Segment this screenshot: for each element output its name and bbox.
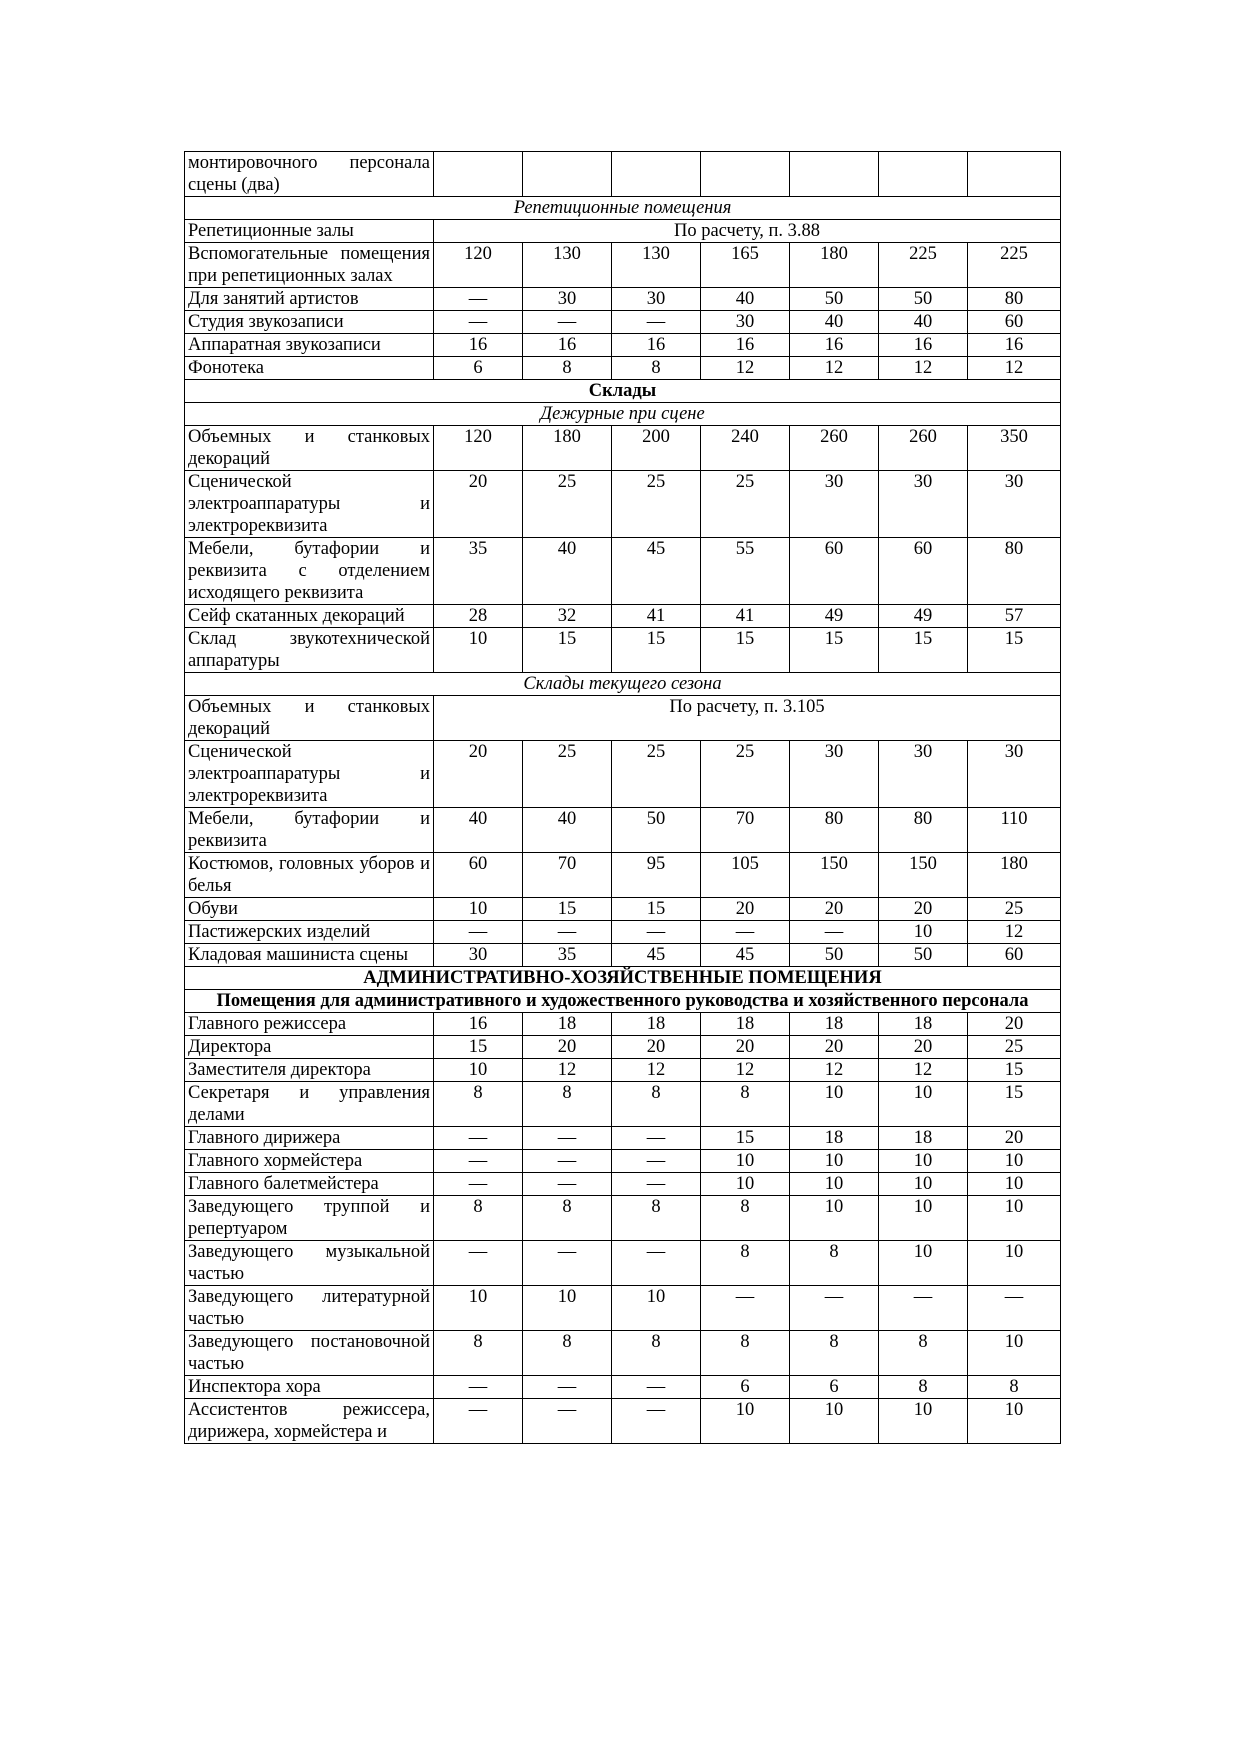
area-value: — (523, 1376, 612, 1399)
area-value: 120 (434, 426, 523, 471)
area-value: 80 (968, 288, 1061, 311)
area-value: 50 (879, 944, 968, 967)
table-row (185, 898, 1061, 921)
area-value (523, 152, 612, 197)
area-value: 25 (968, 898, 1061, 921)
area-value: 10 (434, 1286, 523, 1331)
area-value: — (701, 921, 790, 944)
room-name: монтировочного персонала сцены (два) (185, 152, 434, 197)
area-value: 15 (879, 628, 968, 673)
room-name: Репетиционные залы (185, 220, 434, 243)
area-value: — (523, 1150, 612, 1173)
area-value (968, 152, 1061, 197)
area-value: 40 (434, 808, 523, 853)
area-value: 30 (612, 288, 701, 311)
area-value (612, 152, 701, 197)
room-name: Фонотека (185, 357, 434, 380)
area-value: 70 (701, 808, 790, 853)
room-name: Сценической электроаппаратуры и электрореквизита (185, 741, 434, 808)
area-value: 10 (968, 1196, 1061, 1241)
area-value: — (701, 1286, 790, 1331)
section-row (185, 403, 1061, 426)
area-value: 95 (612, 853, 701, 898)
area-value: 50 (879, 288, 968, 311)
calc-reference: По расчету, п. 3.105 (434, 696, 1061, 741)
area-value: — (523, 311, 612, 334)
area-value: 10 (879, 1196, 968, 1241)
area-value: 16 (968, 334, 1061, 357)
area-value: — (523, 1241, 612, 1286)
room-name: Сценической электроаппаратуры и электрореквизита (185, 471, 434, 538)
area-value: 12 (879, 1059, 968, 1082)
area-value: 60 (790, 538, 879, 605)
area-value: 60 (879, 538, 968, 605)
area-value: 25 (523, 471, 612, 538)
table-row (185, 426, 1061, 471)
table-row (185, 1331, 1061, 1376)
area-value: 50 (790, 944, 879, 967)
area-value: 15 (434, 1036, 523, 1059)
area-value: 6 (434, 357, 523, 380)
table-row (185, 1173, 1061, 1196)
area-value: 15 (612, 628, 701, 673)
area-value: 10 (701, 1399, 790, 1444)
area-value: 45 (612, 944, 701, 967)
area-value: 20 (879, 898, 968, 921)
area-value (790, 152, 879, 197)
table-row (185, 921, 1061, 944)
area-value: 350 (968, 426, 1061, 471)
area-value: 180 (790, 243, 879, 288)
area-value: 30 (968, 741, 1061, 808)
table-row (185, 808, 1061, 853)
area-value: — (434, 1399, 523, 1444)
room-name: Главного хормейстера (185, 1150, 434, 1173)
area-value: 18 (701, 1013, 790, 1036)
area-value: 10 (879, 1173, 968, 1196)
area-value: 30 (879, 471, 968, 538)
area-value: 150 (790, 853, 879, 898)
area-value: 6 (790, 1376, 879, 1399)
area-value: — (879, 1286, 968, 1331)
area-value: — (612, 1150, 701, 1173)
table-body (185, 152, 1061, 1444)
area-value: 10 (790, 1399, 879, 1444)
area-value: 10 (879, 1082, 968, 1127)
table-row (185, 1399, 1061, 1444)
area-value: 260 (790, 426, 879, 471)
table-row (185, 538, 1061, 605)
area-value: 18 (790, 1013, 879, 1036)
area-value: 80 (879, 808, 968, 853)
area-value: 10 (879, 1399, 968, 1444)
area-value: — (968, 1286, 1061, 1331)
table-row (185, 1150, 1061, 1173)
area-value: 32 (523, 605, 612, 628)
table-row (185, 152, 1061, 197)
room-name: Мебели, бутафории и реквизита с отделением исходящего реквизита (185, 538, 434, 605)
room-name: Заведующего литературной частью (185, 1286, 434, 1331)
room-name: Объемных и станковых декораций (185, 696, 434, 741)
area-value: 40 (523, 538, 612, 605)
area-value: 25 (523, 741, 612, 808)
area-value: 18 (879, 1127, 968, 1150)
table-row (185, 1013, 1061, 1036)
area-value: — (612, 1376, 701, 1399)
area-value: 30 (434, 944, 523, 967)
area-value: 10 (879, 1241, 968, 1286)
area-value (434, 152, 523, 197)
area-value: 10 (523, 1286, 612, 1331)
area-value: 30 (523, 288, 612, 311)
area-value: — (612, 1173, 701, 1196)
area-value: 15 (790, 628, 879, 673)
area-value: 25 (701, 741, 790, 808)
room-name: Главного режиссера (185, 1013, 434, 1036)
table-row (185, 220, 1061, 243)
table-row (185, 288, 1061, 311)
area-value: 20 (701, 1036, 790, 1059)
area-value: 49 (790, 605, 879, 628)
area-value: 10 (701, 1150, 790, 1173)
area-value: 8 (879, 1376, 968, 1399)
table-row (185, 311, 1061, 334)
area-value: — (434, 1376, 523, 1399)
area-value: 30 (790, 741, 879, 808)
area-value: 8 (879, 1331, 968, 1376)
area-value: — (612, 1127, 701, 1150)
area-value: 30 (879, 741, 968, 808)
area-value: 25 (612, 741, 701, 808)
area-value: 60 (968, 311, 1061, 334)
area-value: 16 (523, 334, 612, 357)
area-value: 80 (968, 538, 1061, 605)
area-value: 12 (968, 921, 1061, 944)
area-value: 10 (879, 1150, 968, 1173)
area-value: — (523, 1399, 612, 1444)
area-value: 20 (879, 1036, 968, 1059)
area-value: 16 (879, 334, 968, 357)
section-heading: АДМИНИСТРАТИВНО-ХОЗЯЙСТВЕННЫЕ ПОМЕЩЕНИЯ (185, 967, 1061, 990)
area-value: 8 (701, 1196, 790, 1241)
area-value: 130 (523, 243, 612, 288)
room-name: Обуви (185, 898, 434, 921)
area-value: 10 (790, 1173, 879, 1196)
area-value: 15 (968, 1059, 1061, 1082)
calc-reference: По расчету, п. 3.88 (434, 220, 1061, 243)
area-value: 20 (968, 1127, 1061, 1150)
area-value: 8 (434, 1196, 523, 1241)
area-value: — (434, 311, 523, 334)
area-value: — (612, 921, 701, 944)
area-value: 12 (612, 1059, 701, 1082)
area-value: 8 (434, 1331, 523, 1376)
table-row (185, 243, 1061, 288)
area-value: 60 (968, 944, 1061, 967)
area-value: 8 (523, 357, 612, 380)
table-row (185, 605, 1061, 628)
room-name: Студия звукозаписи (185, 311, 434, 334)
area-value: 30 (968, 471, 1061, 538)
area-value: 10 (790, 1196, 879, 1241)
area-value: 200 (612, 426, 701, 471)
area-value: 8 (790, 1331, 879, 1376)
area-value: 15 (523, 898, 612, 921)
section-heading: Помещения для административного и художественного руководства и хозяйственного персонала (185, 990, 1061, 1013)
area-value: 12 (701, 1059, 790, 1082)
area-value: 60 (434, 853, 523, 898)
area-value: 18 (612, 1013, 701, 1036)
area-value: 8 (523, 1331, 612, 1376)
room-name: Для занятий артистов (185, 288, 434, 311)
area-value: 8 (612, 1082, 701, 1127)
table-row (185, 1082, 1061, 1127)
area-value: 10 (701, 1173, 790, 1196)
area-value: 55 (701, 538, 790, 605)
area-value: 15 (523, 628, 612, 673)
area-value: — (434, 1241, 523, 1286)
room-name: Инспектора хора (185, 1376, 434, 1399)
area-value: 10 (790, 1082, 879, 1127)
area-value: 16 (612, 334, 701, 357)
area-value: 240 (701, 426, 790, 471)
area-value: 50 (612, 808, 701, 853)
area-value: 40 (790, 311, 879, 334)
room-name: Заведующего музыкальной частью (185, 1241, 434, 1286)
table-row (185, 1196, 1061, 1241)
area-value (701, 152, 790, 197)
area-value: 10 (968, 1173, 1061, 1196)
area-value: 20 (790, 898, 879, 921)
area-value: 8 (612, 1196, 701, 1241)
area-value: 30 (790, 471, 879, 538)
area-value: 25 (612, 471, 701, 538)
area-value: 8 (701, 1082, 790, 1127)
area-value: 10 (790, 1150, 879, 1173)
area-value: 10 (879, 921, 968, 944)
room-name: Мебели, бутафории и реквизита (185, 808, 434, 853)
area-value: 12 (523, 1059, 612, 1082)
room-name: Заведующего труппой и репертуаром (185, 1196, 434, 1241)
area-value: 120 (434, 243, 523, 288)
area-value: 8 (968, 1376, 1061, 1399)
area-value: 20 (701, 898, 790, 921)
area-value: 41 (612, 605, 701, 628)
room-name: Сейф скатанных декораций (185, 605, 434, 628)
room-name: Кладовая машиниста сцены (185, 944, 434, 967)
area-value: 18 (879, 1013, 968, 1036)
area-value: 10 (434, 628, 523, 673)
area-value: 15 (701, 1127, 790, 1150)
area-value: 35 (523, 944, 612, 967)
area-value: 41 (701, 605, 790, 628)
section-row (185, 673, 1061, 696)
section-heading: Репетиционные помещения (185, 197, 1061, 220)
area-value: 35 (434, 538, 523, 605)
area-value: 8 (523, 1082, 612, 1127)
area-value: 10 (968, 1241, 1061, 1286)
area-value: 40 (879, 311, 968, 334)
area-value: 8 (612, 357, 701, 380)
section-heading: Склады (185, 380, 1061, 403)
section-row (185, 967, 1061, 990)
area-value: 20 (968, 1013, 1061, 1036)
table-row (185, 471, 1061, 538)
area-value: 225 (879, 243, 968, 288)
section-row (185, 380, 1061, 403)
area-value: 12 (701, 357, 790, 380)
table-row (185, 1286, 1061, 1331)
area-value: 6 (701, 1376, 790, 1399)
table-row (185, 334, 1061, 357)
area-value: 12 (879, 357, 968, 380)
area-value: 10 (968, 1150, 1061, 1173)
area-value: — (523, 1173, 612, 1196)
area-value: 40 (701, 288, 790, 311)
area-value: 225 (968, 243, 1061, 288)
area-value: 15 (968, 628, 1061, 673)
area-value: 16 (434, 1013, 523, 1036)
area-value: 8 (523, 1196, 612, 1241)
table-row (185, 696, 1061, 741)
area-value: 150 (879, 853, 968, 898)
table-row (185, 741, 1061, 808)
table-row (185, 1127, 1061, 1150)
area-value: 16 (790, 334, 879, 357)
area-value: 180 (523, 426, 612, 471)
area-value: — (523, 1127, 612, 1150)
area-value: 15 (968, 1082, 1061, 1127)
area-value: 45 (612, 538, 701, 605)
section-row (185, 990, 1061, 1013)
rooms-area-table (184, 151, 1061, 1444)
table-row (185, 1036, 1061, 1059)
area-value: 45 (701, 944, 790, 967)
room-name: Директора (185, 1036, 434, 1059)
area-value: — (434, 1127, 523, 1150)
room-name: Аппаратная звукозаписи (185, 334, 434, 357)
area-value: 28 (434, 605, 523, 628)
area-value: 8 (612, 1331, 701, 1376)
area-value: — (523, 921, 612, 944)
area-value: 10 (968, 1399, 1061, 1444)
area-value: 57 (968, 605, 1061, 628)
room-name: Вспомогательные помещения при репетиционных залах (185, 243, 434, 288)
area-value: 110 (968, 808, 1061, 853)
area-value: 49 (879, 605, 968, 628)
table-row (185, 1241, 1061, 1286)
area-value: 15 (612, 898, 701, 921)
area-value: 80 (790, 808, 879, 853)
room-name: Объемных и станковых декораций (185, 426, 434, 471)
table-row (185, 357, 1061, 380)
section-heading: Дежурные при сцене (185, 403, 1061, 426)
area-value: 130 (612, 243, 701, 288)
room-name: Главного дирижера (185, 1127, 434, 1150)
room-name: Главного балетмейстера (185, 1173, 434, 1196)
area-value: 15 (701, 628, 790, 673)
area-value: — (434, 1173, 523, 1196)
area-value: — (434, 288, 523, 311)
area-value: 20 (523, 1036, 612, 1059)
area-value: 16 (434, 334, 523, 357)
area-value: 20 (434, 741, 523, 808)
area-value: 10 (434, 1059, 523, 1082)
area-value: 12 (790, 1059, 879, 1082)
room-name: Заведующего постановочной частью (185, 1331, 434, 1376)
area-value: 20 (612, 1036, 701, 1059)
area-value: 25 (968, 1036, 1061, 1059)
area-value: — (790, 921, 879, 944)
room-name: Склад звукотехнической аппаратуры (185, 628, 434, 673)
area-value: 16 (701, 334, 790, 357)
area-value: 18 (790, 1127, 879, 1150)
area-value: 8 (790, 1241, 879, 1286)
area-value: 8 (701, 1241, 790, 1286)
area-value: 165 (701, 243, 790, 288)
area-value: 8 (701, 1331, 790, 1376)
area-value: 10 (968, 1331, 1061, 1376)
area-value: 12 (968, 357, 1061, 380)
table-row (185, 853, 1061, 898)
room-name: Костюмов, головных уборов и белья (185, 853, 434, 898)
area-value (879, 152, 968, 197)
table-row (185, 1059, 1061, 1082)
room-name: Ассистентов режиссера, дирижера, хормейстера и (185, 1399, 434, 1444)
area-value: 25 (701, 471, 790, 538)
room-name: Секретаря и управления делами (185, 1082, 434, 1127)
room-name: Заместителя директора (185, 1059, 434, 1082)
table-row (185, 1376, 1061, 1399)
room-name: Пастижерских изделий (185, 921, 434, 944)
area-value: 30 (701, 311, 790, 334)
area-value: — (434, 1150, 523, 1173)
area-value: — (612, 1241, 701, 1286)
area-value: 260 (879, 426, 968, 471)
area-value: 8 (434, 1082, 523, 1127)
area-value: 12 (790, 357, 879, 380)
table-row (185, 944, 1061, 967)
area-value: 20 (790, 1036, 879, 1059)
section-heading: Склады текущего сезона (185, 673, 1061, 696)
area-value: — (612, 1399, 701, 1444)
area-value: 50 (790, 288, 879, 311)
area-value: 10 (434, 898, 523, 921)
area-value: 180 (968, 853, 1061, 898)
area-value: 105 (701, 853, 790, 898)
table-row (185, 628, 1061, 673)
section-row (185, 197, 1061, 220)
area-value: 40 (523, 808, 612, 853)
area-value: — (612, 311, 701, 334)
area-value: 20 (434, 471, 523, 538)
area-value: 18 (523, 1013, 612, 1036)
area-value: 10 (612, 1286, 701, 1331)
area-value: — (434, 921, 523, 944)
area-value: 70 (523, 853, 612, 898)
area-value: — (790, 1286, 879, 1331)
